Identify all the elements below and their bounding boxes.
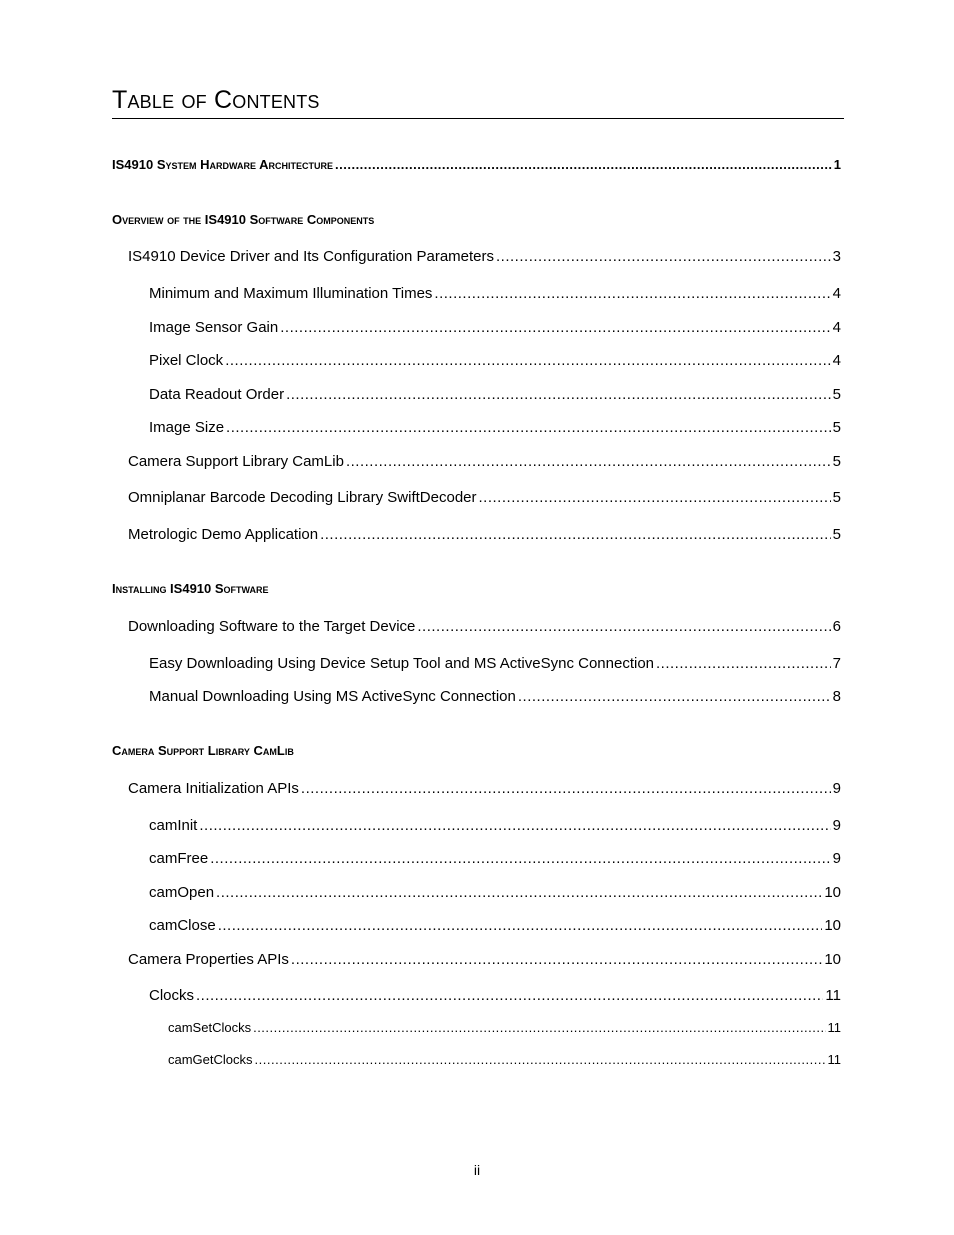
- toc-entry-page: 5: [832, 453, 841, 470]
- toc-entry-label: Camera Support Library CamLib: [128, 453, 344, 470]
- toc-entry-label: camFree: [149, 850, 209, 867]
- section-heading[interactable]: Installing IS4910 Software: [112, 581, 269, 596]
- dot-leader: [301, 780, 831, 797]
- toc-entry[interactable]: [149, 688, 841, 705]
- toc-entry-label: Easy Downloading Using Device Setup Tool and MS ActiveSync Connection: [149, 655, 655, 672]
- toc-entry[interactable]: [128, 780, 841, 797]
- toc-entry[interactable]: [128, 526, 841, 543]
- section-heading[interactable]: Overview of the IS4910 Software Components: [112, 212, 375, 227]
- toc-entry-page: 5: [832, 526, 841, 543]
- toc-entry[interactable]: [149, 884, 841, 901]
- toc-entry-page: 11: [827, 1020, 841, 1035]
- toc-entry-page: 11: [825, 987, 841, 1004]
- toc-entry-label: Image Size: [149, 419, 225, 436]
- toc-entry-label: Data Readout Order: [149, 386, 285, 403]
- toc-entry-label: Omniplanar Barcode Decoding Library SwiftDecoder: [128, 489, 477, 506]
- toc-entry[interactable]: [149, 419, 841, 436]
- toc-entry-label: Manual Downloading Using MS ActiveSync Connection: [149, 688, 516, 705]
- section-heading[interactable]: Camera Support Library CamLib: [112, 743, 294, 758]
- toc-entry[interactable]: [128, 453, 841, 470]
- toc-entry-page: 9: [832, 850, 841, 867]
- toc-entry-label: IS4910 System Hardware Architecture: [112, 157, 334, 172]
- toc-entry[interactable]: [112, 157, 841, 172]
- toc-entry-page: 10: [824, 917, 841, 934]
- dot-leader: [280, 319, 830, 336]
- toc-entry-page: 1: [833, 157, 841, 172]
- toc-entry-page: 10: [824, 884, 841, 901]
- toc-entry-label: camGetClocks: [168, 1052, 253, 1067]
- toc-entry[interactable]: [168, 1020, 841, 1035]
- toc-entry-label: Camera Initialization APIs: [128, 780, 299, 797]
- dot-leader: [255, 1052, 826, 1067]
- dot-leader: [320, 526, 831, 543]
- dot-leader: [226, 419, 831, 436]
- toc-entry[interactable]: [149, 655, 841, 672]
- toc-entry[interactable]: [149, 817, 841, 834]
- dot-leader: [286, 386, 831, 403]
- toc-entry-page: 9: [832, 817, 841, 834]
- dot-leader: [216, 884, 822, 901]
- toc-entry[interactable]: [149, 352, 841, 369]
- toc-entry-page: 10: [824, 951, 841, 968]
- toc-entry-label: Camera Properties APIs: [128, 951, 289, 968]
- dot-leader: [496, 248, 831, 265]
- dot-leader: [199, 817, 830, 834]
- toc-entry-label: Metrologic Demo Application: [128, 526, 319, 543]
- dot-leader: [417, 618, 830, 635]
- dot-leader: [196, 987, 823, 1004]
- dot-leader: [335, 157, 832, 172]
- toc-entry-page: 5: [832, 386, 841, 403]
- toc-entry-page: 4: [832, 285, 841, 302]
- toc-entry-page: 9: [832, 780, 841, 797]
- toc-entry[interactable]: [128, 489, 841, 506]
- toc-entry-label: camInit: [149, 817, 198, 834]
- toc-entry-page: 5: [832, 419, 841, 436]
- toc-entry-label: camSetClocks: [168, 1020, 252, 1035]
- toc-entry[interactable]: [128, 618, 841, 635]
- dot-leader: [518, 688, 831, 705]
- toc-entry-page: 11: [827, 1052, 841, 1067]
- toc-entry-label: camClose: [149, 917, 216, 934]
- toc-entry-page: 4: [832, 352, 841, 369]
- toc-entry[interactable]: [149, 386, 841, 403]
- toc-entry[interactable]: [149, 850, 841, 867]
- dot-leader: [218, 917, 823, 934]
- toc-entry-label: Downloading Software to the Target Device: [128, 618, 416, 635]
- toc-entry-label: camOpen: [149, 884, 215, 901]
- toc-entry[interactable]: [149, 285, 841, 302]
- dot-leader: [479, 489, 831, 506]
- toc-entry[interactable]: [149, 917, 841, 934]
- toc-entry-label: Minimum and Maximum Illumination Times: [149, 285, 433, 302]
- dot-leader: [291, 951, 822, 968]
- toc-entry-page: 8: [832, 688, 841, 705]
- toc-entry-label: Pixel Clock: [149, 352, 224, 369]
- toc-entry-page: 4: [832, 319, 841, 336]
- toc-entry-page: 7: [832, 655, 841, 672]
- dot-leader: [434, 285, 830, 302]
- page-title: Table of Contents: [112, 84, 844, 119]
- dot-leader: [225, 352, 830, 369]
- dot-leader: [210, 850, 830, 867]
- toc-entry[interactable]: [128, 248, 841, 265]
- toc-entry-page: 3: [832, 248, 841, 265]
- toc-entry[interactable]: [149, 319, 841, 336]
- dot-leader: [253, 1020, 825, 1035]
- toc-entry-label: IS4910 Device Driver and Its Configuration Parameters: [128, 248, 495, 265]
- footer-page-number: ii: [473, 1162, 481, 1178]
- toc-entry-page: 6: [832, 618, 841, 635]
- toc-entry[interactable]: [128, 951, 841, 968]
- toc-entry[interactable]: [168, 1052, 841, 1067]
- toc-entry-label: Image Sensor Gain: [149, 319, 279, 336]
- toc-entry[interactable]: [149, 987, 841, 1004]
- dot-leader: [346, 453, 831, 470]
- toc-entry-label: Clocks: [149, 987, 195, 1004]
- toc-entry-page: 5: [832, 489, 841, 506]
- dot-leader: [656, 655, 831, 672]
